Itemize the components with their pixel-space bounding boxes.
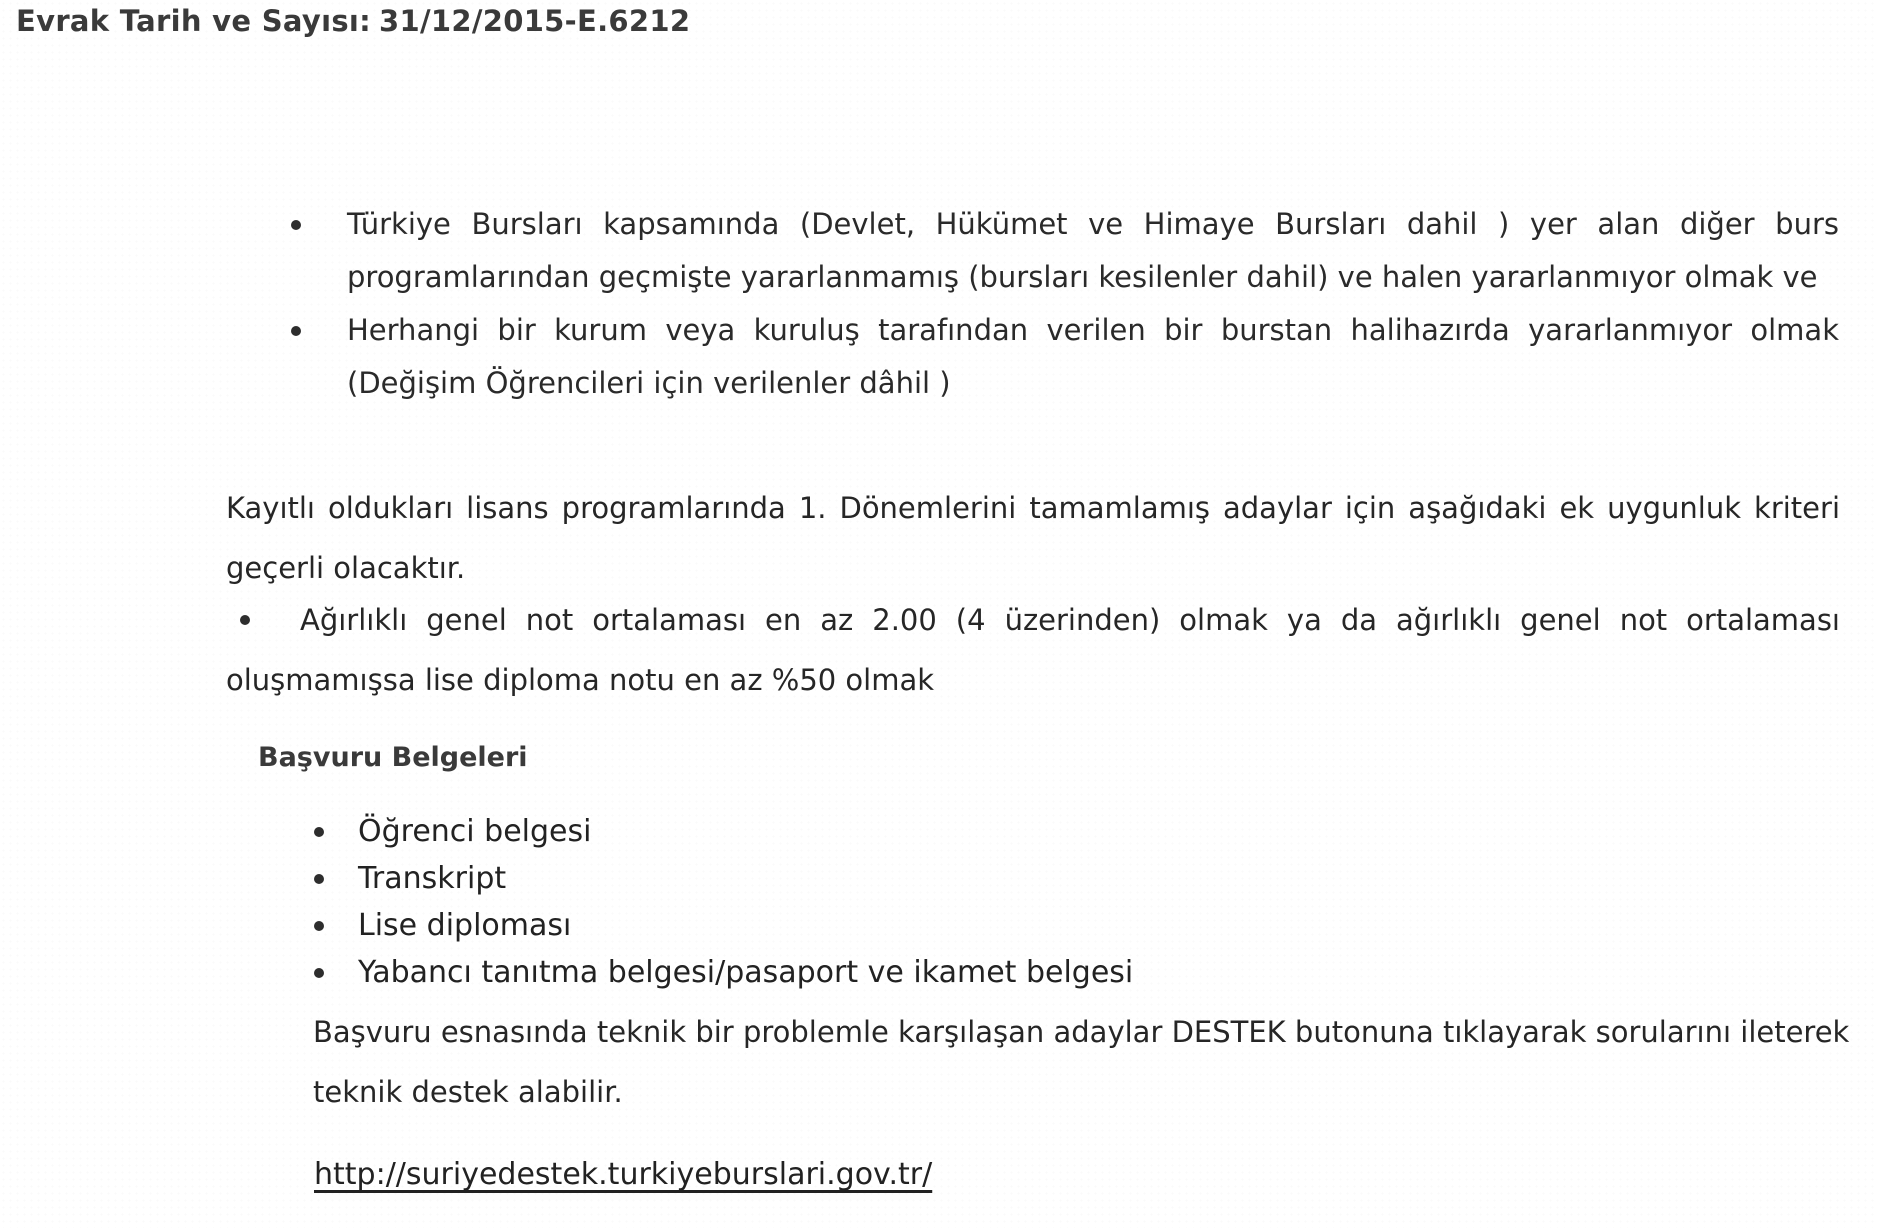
eligibility-item-text: Türkiye Bursları kapsamında (Devlet, Hükümet ve Himaye Bursları dahil ) yer alan diğer burs programlarından geçmişte yararlanmamış (bursları kesilenler dahil) ve halen yararlanmıyor olmak ve — [347, 207, 1839, 294]
eligibility-item — [347, 198, 1839, 304]
bullet-icon — [314, 968, 324, 978]
eligibility-list — [347, 198, 1839, 410]
document-item-text: Yabancı tanıtma belgesi/pasaport ve ikamet belgesi — [358, 955, 1134, 990]
document-item — [358, 949, 1358, 996]
document-date-number-value: 31/12/2015-E.6212 — [379, 4, 691, 38]
bullet-icon — [314, 827, 324, 837]
document-item-text: Öğrenci belgesi — [358, 814, 592, 849]
document-item-text: Lise diploması — [358, 908, 572, 943]
eligibility-item — [347, 304, 1839, 410]
application-documents-title: Başvuru Belgeleri — [258, 742, 528, 773]
eligibility-item-text: Herhangi bir kurum veya kuruluş tarafından verilen bir burstan halihazırda yararlanmıyor olmak (Değişim Öğrencileri için verilenler dâhil ) — [347, 313, 1839, 400]
bullet-icon — [291, 326, 301, 336]
extra-criterion-intro: Kayıtlı oldukları lisans programlarında 1. Dönemlerini tamamlamış adaylar için aşağıdaki ek uygunluk kriteri geçerli olacaktır. — [226, 491, 1840, 585]
document-item — [358, 808, 1358, 855]
bullet-icon — [314, 921, 324, 931]
gpa-criterion-text: Ağırlıklı genel not ortalaması en az 2.00 (4 üzerinden) olmak ya da ağırlıklı genel not ortalaması oluşmamışsa lise diploma notu en az %50 olmak — [226, 603, 1840, 697]
document-date-number-label: Evrak Tarih ve Sayısı: — [16, 4, 372, 38]
application-documents-list — [358, 808, 1358, 996]
bullet-icon — [291, 220, 301, 230]
document-date-number — [16, 4, 690, 38]
gpa-criterion — [226, 590, 1840, 710]
document-item — [358, 855, 1358, 902]
support-note: Başvuru esnasında teknik bir problemle karşılaşan adaylar DESTEK butonuna tıklayarak sorularını ileterek teknik destek alabilir. — [313, 1015, 1850, 1109]
document-item — [358, 902, 1358, 949]
bullet-icon — [314, 874, 324, 884]
support-link[interactable]: http://suriyedestek.turkiyeburslari.gov.tr/ — [314, 1157, 933, 1192]
bullet-icon — [240, 615, 250, 625]
document-item-text: Transkript — [358, 861, 507, 896]
